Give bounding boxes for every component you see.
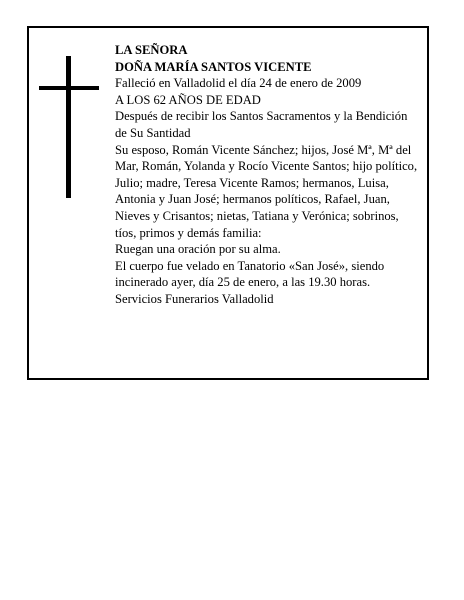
death-statement: Falleció en Valladolid el día 24 de enero de 2009 (115, 76, 362, 91)
funeral-services: Servicios Funerarios Valladolid (115, 291, 274, 306)
age-statement: A LOS 62 AÑOS DE EDAD (115, 92, 261, 107)
wake-details: El cuerpo fue velado en Tanatorio «San José», siendo incinerado ayer, día 25 de enero, a las 19.30 horas. (115, 258, 385, 290)
deceased-name: DOÑA MARÍA SANTOS VICENTE (115, 59, 312, 74)
notice-text (115, 42, 421, 308)
notice-title: LA SEÑORA (115, 43, 188, 57)
cross-vertical-bar (66, 56, 71, 198)
cross-horizontal-bar (39, 86, 99, 90)
cross-icon (39, 56, 99, 198)
family-list: Su esposo, Román Vicente Sánchez; hijos, José Mª, Mª del Mar, Román, Yolanda y Rocío Vicente Santos; hijo político, Julio; madre, Teresa Vicente Ramos; hermanos, Luisa, Antonia y Juan José; hermanos políticos, Rafael, Juan, Nieves y Crisantos; nietas, Tatiana y Verónica; sobrinos, tíos, primos y demás familia: (115, 142, 418, 240)
sacraments-statement: Después de recibir los Santos Sacramentos y la Bendición de Su Santidad (115, 109, 408, 140)
obituary-notice (27, 26, 429, 380)
prayer-request: Ruegan una oración por su alma. (115, 242, 281, 257)
